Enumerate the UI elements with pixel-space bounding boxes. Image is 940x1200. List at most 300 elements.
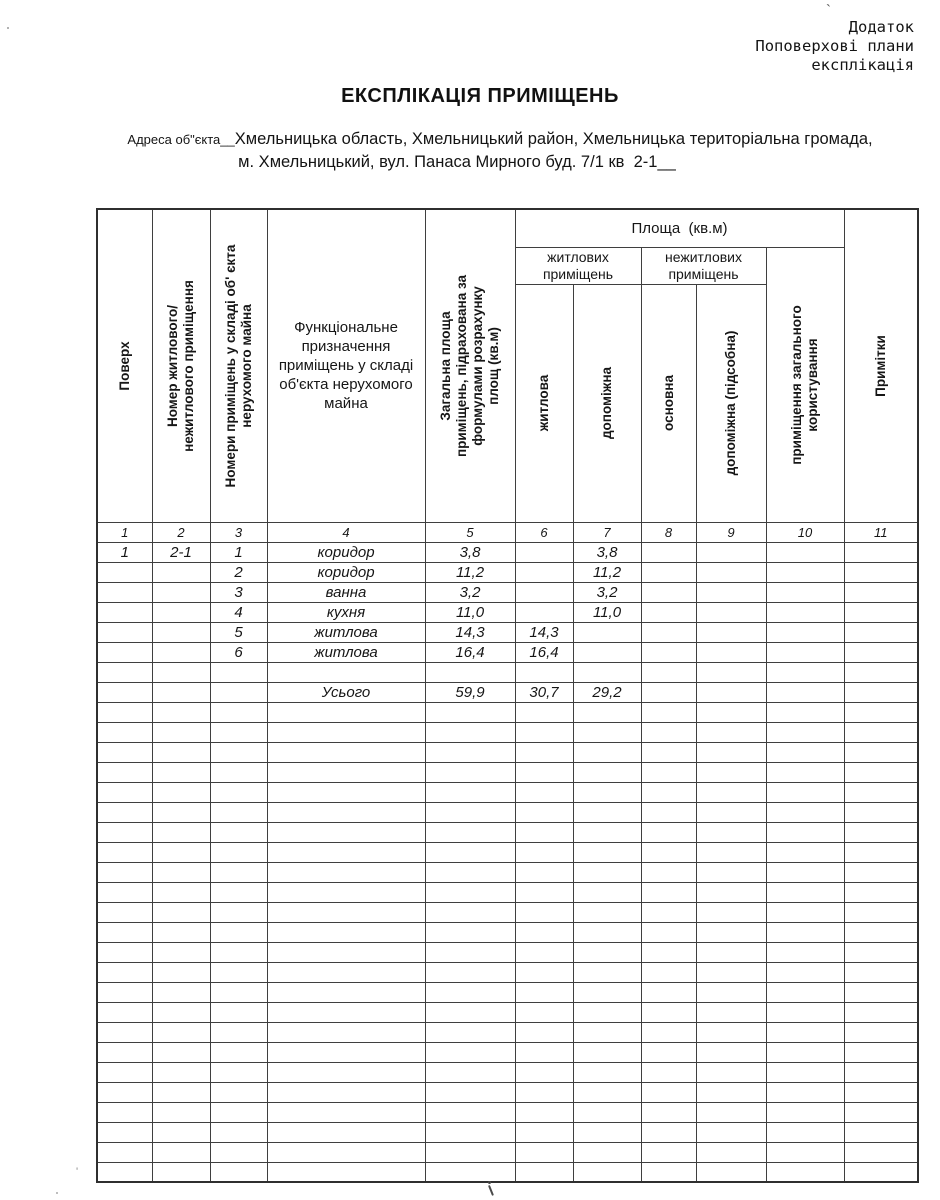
table-cell <box>696 602 766 622</box>
table-cell <box>696 642 766 662</box>
table-cell <box>210 742 267 762</box>
table-cell <box>844 1122 918 1142</box>
table-cell <box>515 742 573 762</box>
table-cell <box>267 842 425 862</box>
column-header-auxiliary-label: допоміжна <box>599 367 614 440</box>
table-cell <box>210 782 267 802</box>
column-number-cell: 10 <box>766 522 844 542</box>
table-cell <box>573 822 641 842</box>
table-cell <box>97 1082 152 1102</box>
table-cell: 14,3 <box>425 622 515 642</box>
table-row <box>97 542 918 562</box>
table-cell <box>515 1022 573 1042</box>
table-cell <box>844 622 918 642</box>
table-cell <box>696 622 766 642</box>
table-cell <box>210 842 267 862</box>
table-cell <box>844 722 918 742</box>
table-cell <box>425 762 515 782</box>
table-cell <box>97 982 152 1002</box>
column-header-aux-utility <box>696 284 766 522</box>
table-cell <box>210 1002 267 1022</box>
table-cell <box>696 802 766 822</box>
table-cell <box>267 762 425 782</box>
table-cell <box>641 862 696 882</box>
table-cell <box>696 922 766 942</box>
table-cell <box>152 582 210 602</box>
table-row <box>97 702 918 722</box>
table-cell <box>641 1062 696 1082</box>
table-cell <box>515 1162 573 1182</box>
table-cell <box>844 842 918 862</box>
table-cell <box>97 1122 152 1142</box>
table-cell <box>97 1022 152 1042</box>
table-cell: 16,4 <box>425 642 515 662</box>
table-cell <box>97 862 152 882</box>
table-cell <box>696 1082 766 1102</box>
table-cell <box>696 1042 766 1062</box>
table-cell <box>210 1162 267 1182</box>
column-header-total-area-label: Загальна площа приміщень, підрахована за формулами розрахунку площ (кв.м) <box>438 274 501 457</box>
table-cell <box>210 1102 267 1122</box>
table-cell <box>425 662 515 682</box>
table-cell <box>515 922 573 942</box>
table-cell <box>573 942 641 962</box>
table-cell <box>573 1042 641 1062</box>
table-cell <box>766 842 844 862</box>
table-cell <box>97 1162 152 1182</box>
scan-speck <box>7 27 9 29</box>
table-cell <box>696 662 766 682</box>
table-cell <box>425 1122 515 1142</box>
table-cell <box>152 622 210 642</box>
table-cell <box>766 982 844 1002</box>
table-cell <box>152 762 210 782</box>
table-cell <box>97 722 152 742</box>
table-cell <box>573 762 641 782</box>
table-cell <box>210 962 267 982</box>
table-cell <box>515 562 573 582</box>
table-cell <box>152 1122 210 1142</box>
table-cell <box>425 922 515 942</box>
table-cell <box>641 742 696 762</box>
table-cell: 11,0 <box>573 602 641 622</box>
table-cell <box>97 602 152 622</box>
table-cell <box>267 922 425 942</box>
table-row <box>97 722 918 742</box>
table-cell <box>766 1042 844 1062</box>
table-cell <box>696 582 766 602</box>
table-cell <box>641 1022 696 1042</box>
column-header-room-numbers <box>210 209 267 522</box>
table-cell <box>152 982 210 1002</box>
table-cell <box>425 802 515 822</box>
table-cell <box>210 982 267 1002</box>
table-cell <box>152 682 210 702</box>
table-cell <box>152 702 210 722</box>
corner-note-line: експлікація <box>811 56 914 74</box>
table-cell <box>210 1122 267 1142</box>
column-header-aux-utility-label: допоміжна (підсобна) <box>723 330 738 476</box>
pen-mark-dot <box>488 1181 491 1184</box>
column-number-cell: 4 <box>267 522 425 542</box>
table-cell <box>425 1162 515 1182</box>
table-cell <box>766 602 844 622</box>
table-cell <box>844 902 918 922</box>
table-cell <box>152 662 210 682</box>
column-number-cell: 6 <box>515 522 573 542</box>
table-cell <box>844 802 918 822</box>
table-row <box>97 1122 918 1142</box>
table-cell <box>515 1122 573 1142</box>
table-cell <box>267 722 425 742</box>
table-cell <box>766 782 844 802</box>
table-cell <box>573 922 641 942</box>
table-cell <box>844 962 918 982</box>
table-cell: 5 <box>210 622 267 642</box>
table-cell <box>844 702 918 722</box>
table-cell <box>425 1042 515 1062</box>
table-cell <box>267 702 425 722</box>
table-cell <box>267 1142 425 1162</box>
table-cell <box>267 982 425 1002</box>
table-row <box>97 782 918 802</box>
table-cell: Усього <box>267 682 425 702</box>
table-cell <box>573 882 641 902</box>
table-row <box>97 742 918 762</box>
column-header-main-label: основна <box>660 375 676 431</box>
column-header-function: Функціональне призначення приміщень у складі об'єкта нерухомого майна <box>267 209 425 522</box>
table-cell <box>152 1062 210 1082</box>
table-cell <box>267 802 425 822</box>
table-cell <box>425 982 515 1002</box>
column-header-unit-number-label: Номер житлового/ нежитлового приміщення <box>165 279 196 452</box>
table-cell <box>210 682 267 702</box>
corner-note <box>755 18 914 75</box>
table-cell <box>573 1022 641 1042</box>
column-header-auxiliary <box>573 284 641 522</box>
table-cell <box>425 1102 515 1122</box>
table-cell <box>152 882 210 902</box>
table-cell <box>267 1122 425 1142</box>
table-row <box>97 1022 918 1042</box>
table-cell <box>641 542 696 562</box>
table-cell <box>425 1082 515 1102</box>
table-cell <box>844 762 918 782</box>
table-cell <box>696 782 766 802</box>
table-cell <box>844 1162 918 1182</box>
table-cell <box>573 702 641 722</box>
table-cell <box>267 742 425 762</box>
table-cell <box>844 882 918 902</box>
table-cell <box>515 602 573 622</box>
table-cell <box>641 702 696 722</box>
table-cell <box>573 642 641 662</box>
table-cell <box>696 742 766 762</box>
table-cell <box>696 1062 766 1082</box>
corner-note-line: Додаток <box>848 18 914 36</box>
table-cell <box>210 662 267 682</box>
table-cell: 1 <box>210 542 267 562</box>
table-cell <box>573 1142 641 1162</box>
table-cell <box>641 1042 696 1062</box>
table-cell <box>573 1002 641 1022</box>
table-cell <box>696 962 766 982</box>
table-cell <box>152 922 210 942</box>
table-cell <box>766 1162 844 1182</box>
table-cell <box>152 1042 210 1062</box>
table-cell <box>152 602 210 622</box>
table-cell <box>766 902 844 922</box>
table-cell <box>641 942 696 962</box>
table-cell <box>515 762 573 782</box>
table-cell: житлова <box>267 622 425 642</box>
table-cell: 1 <box>97 542 152 562</box>
table-cell <box>515 1102 573 1122</box>
table-cell <box>210 1082 267 1102</box>
table-row <box>97 1142 918 1162</box>
column-header-living <box>515 284 573 522</box>
table-cell <box>696 722 766 742</box>
table-cell <box>766 922 844 942</box>
table-cell <box>515 722 573 742</box>
table-row <box>97 802 918 822</box>
table-cell <box>844 1062 918 1082</box>
table-cell <box>696 1122 766 1142</box>
table-cell <box>267 782 425 802</box>
table-cell: 2 <box>210 562 267 582</box>
table-cell <box>97 902 152 922</box>
page-title: ЕКСПЛІКАЦІЯ ПРИМІЩЕНЬ <box>341 85 619 107</box>
address-line2: м. Хмельницький, вул. Панаса Мирного буд. 7/1 кв 2-1__ <box>238 153 676 171</box>
table-cell <box>210 1062 267 1082</box>
table-cell <box>844 1102 918 1122</box>
table-cell <box>97 762 152 782</box>
table-cell <box>515 1002 573 1022</box>
table-cell <box>641 882 696 902</box>
table-cell <box>844 642 918 662</box>
table-cell <box>210 862 267 882</box>
table-cell <box>97 642 152 662</box>
column-number-cell: 1 <box>97 522 152 542</box>
address-line1: Хмельницька область, Хмельницький район, Хмельницька територіальна громада, <box>234 130 873 148</box>
table-cell <box>766 742 844 762</box>
table-cell <box>152 822 210 842</box>
table-cell <box>267 1002 425 1022</box>
table-cell <box>425 742 515 762</box>
table-cell <box>515 802 573 822</box>
table-cell: 29,2 <box>573 682 641 702</box>
table-cell <box>696 1142 766 1162</box>
table-cell <box>573 782 641 802</box>
table-cell <box>844 782 918 802</box>
table-cell <box>210 762 267 782</box>
table-cell <box>641 962 696 982</box>
column-header-total-area <box>425 209 515 522</box>
table-cell <box>425 822 515 842</box>
table-cell <box>210 942 267 962</box>
table-row <box>97 1002 918 1022</box>
table-cell <box>97 562 152 582</box>
table-cell <box>515 1142 573 1162</box>
table-cell <box>844 862 918 882</box>
table-cell <box>515 542 573 562</box>
table-cell <box>97 742 152 762</box>
table-cell <box>97 1142 152 1162</box>
table-cell: кухня <box>267 602 425 622</box>
table-cell <box>267 1102 425 1122</box>
table-cell <box>210 1022 267 1042</box>
column-number-cell: 11 <box>844 522 918 542</box>
table-row <box>97 1102 918 1122</box>
table-cell <box>515 942 573 962</box>
table-cell <box>425 842 515 862</box>
table-cell <box>267 1062 425 1082</box>
table-cell <box>696 562 766 582</box>
table-cell <box>152 1002 210 1022</box>
table-cell <box>267 1022 425 1042</box>
table-cell <box>641 1002 696 1022</box>
table-cell <box>97 582 152 602</box>
table-cell <box>97 682 152 702</box>
column-header-common-use-label: приміщення загального користування <box>789 304 821 465</box>
table-cell <box>267 862 425 882</box>
table-cell <box>97 1102 152 1122</box>
table-cell: 59,9 <box>425 682 515 702</box>
table-cell <box>425 782 515 802</box>
table-cell <box>152 802 210 822</box>
table-cell <box>696 982 766 1002</box>
table-cell <box>425 962 515 982</box>
table-row <box>97 942 918 962</box>
table-cell <box>766 1102 844 1122</box>
table-cell <box>425 1002 515 1022</box>
column-number-cell: 9 <box>696 522 766 542</box>
table-cell <box>766 1142 844 1162</box>
table-cell <box>425 702 515 722</box>
table-cell <box>267 962 425 982</box>
table-cell <box>267 1042 425 1062</box>
table-cell <box>573 622 641 642</box>
column-header-common-use <box>766 247 844 522</box>
table-cell: коридор <box>267 562 425 582</box>
table-cell <box>97 622 152 642</box>
table-cell <box>641 722 696 742</box>
column-number-cell: 5 <box>425 522 515 542</box>
table-cell <box>696 762 766 782</box>
table-cell <box>696 862 766 882</box>
table-cell <box>766 722 844 742</box>
table-cell <box>573 802 641 822</box>
table-cell <box>641 1142 696 1162</box>
table-cell <box>696 1102 766 1122</box>
table-cell: 3,8 <box>425 542 515 562</box>
address-block <box>100 128 900 173</box>
table-row <box>97 842 918 862</box>
table-cell <box>641 682 696 702</box>
table-cell <box>515 582 573 602</box>
column-header-notes <box>844 209 918 522</box>
table-cell <box>696 1002 766 1022</box>
table-cell: 3,8 <box>573 542 641 562</box>
column-header-nonresidential-group: нежитлових приміщень <box>641 247 766 284</box>
table-row <box>97 582 918 602</box>
column-header-floor <box>97 209 152 522</box>
table-cell: 6 <box>210 642 267 662</box>
table-cell <box>425 1022 515 1042</box>
table-cell <box>844 602 918 622</box>
table-cell <box>152 782 210 802</box>
table-cell <box>766 962 844 982</box>
table-cell <box>641 1122 696 1142</box>
table-cell: житлова <box>267 642 425 662</box>
table-cell <box>641 1082 696 1102</box>
table-cell <box>97 962 152 982</box>
table-cell <box>641 982 696 1002</box>
table-cell <box>152 722 210 742</box>
table-cell <box>97 662 152 682</box>
table-cell <box>766 942 844 962</box>
table-cell <box>573 862 641 882</box>
column-header-floor-label: Поверх <box>116 341 132 391</box>
table-cell <box>97 1002 152 1022</box>
table-cell <box>641 902 696 922</box>
table-cell <box>267 882 425 902</box>
table-cell <box>641 822 696 842</box>
table-cell <box>573 1082 641 1102</box>
table-cell <box>766 762 844 782</box>
table-cell <box>641 842 696 862</box>
table-cell: 3,2 <box>573 582 641 602</box>
table-cell <box>152 1142 210 1162</box>
scan-speck: ' <box>76 1166 79 1178</box>
table-cell: 4 <box>210 602 267 622</box>
table-cell <box>573 742 641 762</box>
table-cell <box>573 1162 641 1182</box>
table-cell <box>152 562 210 582</box>
table-cell: 3,2 <box>425 582 515 602</box>
table-cell <box>766 622 844 642</box>
table-cell: 3 <box>210 582 267 602</box>
table-cell: 11,2 <box>573 562 641 582</box>
table-cell: ванна <box>267 582 425 602</box>
table-row <box>97 922 918 942</box>
table-cell <box>766 822 844 842</box>
table-cell <box>766 702 844 722</box>
table-cell <box>210 902 267 922</box>
table-cell <box>515 862 573 882</box>
table-cell: коридор <box>267 542 425 562</box>
table-cell <box>425 942 515 962</box>
pen-mark-artifact <box>485 1181 497 1197</box>
table-cell <box>766 1002 844 1022</box>
table-row <box>97 762 918 782</box>
table-cell <box>844 922 918 942</box>
table-cell <box>97 1062 152 1082</box>
table-cell <box>641 662 696 682</box>
table-cell <box>844 662 918 682</box>
table-cell <box>696 682 766 702</box>
table-cell <box>844 682 918 702</box>
table-cell <box>641 582 696 602</box>
table-row <box>97 1082 918 1102</box>
table-cell <box>641 762 696 782</box>
table-cell <box>152 942 210 962</box>
table-cell <box>573 982 641 1002</box>
table-cell <box>97 922 152 942</box>
table-cell <box>641 802 696 822</box>
column-header-main <box>641 284 696 522</box>
table-cell <box>696 882 766 902</box>
